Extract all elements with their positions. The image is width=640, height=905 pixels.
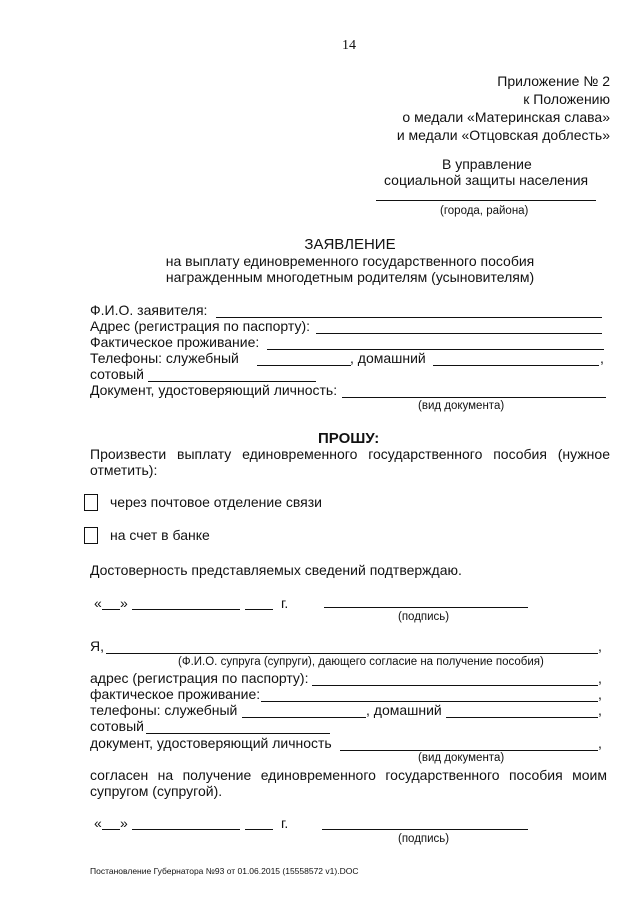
option-bank-checkbox[interactable] xyxy=(84,527,98,544)
date-open-quote-2: « xyxy=(94,815,102,831)
option-post-checkbox[interactable] xyxy=(84,494,98,511)
signature-hint-2: (подпись) xyxy=(398,833,450,845)
signature-hint-1: (подпись) xyxy=(398,611,450,623)
request-heading: ПРОШУ: xyxy=(318,430,380,447)
spouse-residence-comma: , xyxy=(598,686,602,702)
date-year-field-2[interactable] xyxy=(245,829,273,830)
spouse-mobile-label: сотовый xyxy=(90,718,144,734)
spouse-residence-label: фактическое проживание: xyxy=(90,686,261,702)
date-year-suffix-1: г. xyxy=(281,595,289,611)
applicant-phones-label: Телефоны: служебный xyxy=(90,350,239,366)
spouse-work-phone-field[interactable] xyxy=(242,717,366,718)
date-year-field-1[interactable] xyxy=(245,609,273,610)
request-text-line-1 xyxy=(90,446,610,462)
applicant-document-hint: (вид документа) xyxy=(418,400,505,412)
spouse-document-field[interactable] xyxy=(340,750,598,751)
applicant-fio-label: Ф.И.О. заявителя: xyxy=(90,302,208,318)
spouse-mobile-field[interactable] xyxy=(146,733,330,734)
applicant-home-phone-field[interactable] xyxy=(433,365,599,366)
request-text-1: Произвести выплату единовременного государственного пособия (нужное xyxy=(90,446,610,462)
date-month-field-2[interactable] xyxy=(132,829,240,830)
addressee-field-line[interactable] xyxy=(376,200,596,201)
applicant-mobile-label: сотовый xyxy=(90,366,144,382)
applicant-residence-field[interactable] xyxy=(267,349,604,350)
addressee-line-1: В управление xyxy=(442,156,532,172)
signature-field-2[interactable] xyxy=(322,829,528,830)
date-open-quote-1: « xyxy=(94,595,102,611)
addressee-hint: (города, района) xyxy=(440,205,529,217)
applicant-address-field[interactable] xyxy=(316,333,602,334)
spouse-document-label: документ, удостоверяющий личность xyxy=(90,735,332,751)
date-day-field-2[interactable] xyxy=(102,829,120,830)
appendix-line-1: Приложение № 2 xyxy=(497,73,610,89)
applicant-address-label: Адрес (регистрация по паспорту): xyxy=(90,318,311,334)
option-bank-label: на счет в банке xyxy=(110,527,210,543)
spouse-fio-comma: , xyxy=(598,638,602,654)
appendix-line-2: к Положению xyxy=(523,91,610,107)
applicant-document-label: Документ, удостоверяющий личность: xyxy=(90,382,338,398)
spouse-address-field[interactable] xyxy=(312,685,598,686)
spouse-fio-hint: (Ф.И.О. супруга (супруги), дающего согласие на получение пособия) xyxy=(178,656,544,668)
date-close-quote-2: » xyxy=(120,815,128,831)
spouse-consent-text-1: согласен на получение единовременного государственного пособия моим xyxy=(90,767,607,783)
option-post-label: через почтовое отделение связи xyxy=(110,494,322,510)
spouse-fio-field[interactable] xyxy=(106,653,598,654)
spouse-address-comma: , xyxy=(598,670,602,686)
spouse-address-label: адрес (регистрация по паспорту): xyxy=(90,670,309,686)
form-subtitle-2: награжденным многодетным родителям (усыновителям) xyxy=(165,269,535,285)
date-month-field-1[interactable] xyxy=(132,609,240,610)
request-text-line-2: отметить): xyxy=(90,462,158,478)
applicant-phones-comma: , xyxy=(600,350,604,366)
page-number: 14 xyxy=(342,38,356,53)
appendix-line-4: и медали «Отцовская доблесть» xyxy=(396,127,610,143)
date-year-suffix-2: г. xyxy=(281,815,289,831)
form-subtitle-1: на выплату единовременного государственного пособия xyxy=(165,253,535,269)
signature-field-1[interactable] xyxy=(324,607,528,608)
spouse-home-phone-label: , домашний xyxy=(366,702,442,718)
spouse-document-comma: , xyxy=(598,735,602,751)
date-day-field-1[interactable] xyxy=(102,609,120,610)
spouse-phones-label: телефоны: служебный xyxy=(90,702,238,718)
spouse-document-hint: (вид документа) xyxy=(418,752,505,764)
spouse-consent-line-2: супругом (супругой). xyxy=(90,783,223,799)
form-title: ЗАЯВЛЕНИЕ xyxy=(304,236,396,253)
addressee-line-2: социальной защиты населения xyxy=(384,172,589,188)
spouse-consent-line-1 xyxy=(90,767,607,783)
appendix-line-3: о медали «Материнская слава» xyxy=(402,109,610,125)
spouse-home-phone-field[interactable] xyxy=(446,717,598,718)
footer-doc-id: Постановление Губернатора №93 от 01.06.2015 (15558572 v1).DOC xyxy=(90,866,359,876)
spouse-i-label: Я, xyxy=(90,638,104,654)
applicant-work-phone-field[interactable] xyxy=(257,365,351,366)
applicant-residence-label: Фактическое проживание: xyxy=(90,334,260,350)
spouse-phones-comma: , xyxy=(598,702,602,718)
applicant-home-phone-label: , домашний xyxy=(350,350,426,366)
confirm-statement: Достоверность представляемых сведений подтверждаю. xyxy=(90,562,462,578)
applicant-document-field[interactable] xyxy=(342,397,606,398)
date-close-quote-1: » xyxy=(120,595,128,611)
appendix-block xyxy=(397,72,610,144)
